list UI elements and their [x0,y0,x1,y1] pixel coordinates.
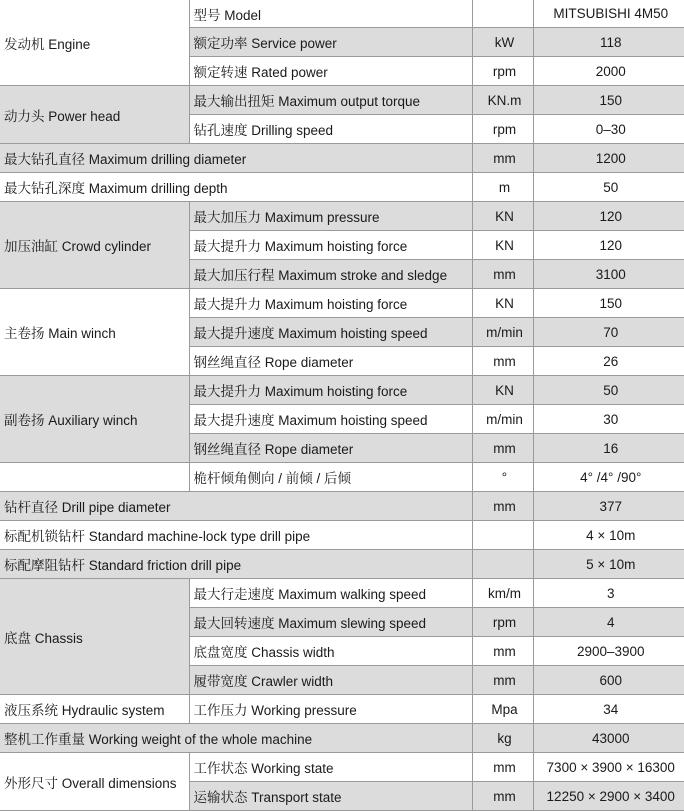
table-row [0,550,684,579]
value-cell: 5 × 10m [533,550,684,579]
parameter-cell: 钢丝绳直径 Rope diameter [189,347,472,376]
parameter-cell: 额定功率 Service power [189,28,472,57]
value-cell: 150 [533,86,684,115]
category-cell: 副卷扬 Auxiliary winch [0,376,189,463]
parameter-cell: 钻孔速度 Drilling speed [189,115,472,144]
value-cell: 3 [533,579,684,608]
value-cell: 118 [533,28,684,57]
value-cell: 377 [533,492,684,521]
value-cell: 2000 [533,57,684,86]
unit-cell: KN [472,376,533,405]
unit-cell: rpm [472,608,533,637]
value-cell: 120 [533,231,684,260]
parameter-cell: 最大提升力 Maximum hoisting force [189,376,472,405]
value-cell: 2900–3900 [533,637,684,666]
parameter-cell: 最大提升速度 Maximum hoisting speed [189,405,472,434]
table-row [0,579,684,608]
unit-cell: mm [472,782,533,811]
unit-cell: mm [472,347,533,376]
parameter-cell: 标配摩阻钻杆 Standard friction drill pipe [0,550,472,579]
unit-cell: m/min [472,405,533,434]
table-row [0,173,684,202]
unit-cell: rpm [472,115,533,144]
parameter-cell: 最大提升力 Maximum hoisting force [189,289,472,318]
value-cell: 50 [533,376,684,405]
value-cell: 43000 [533,724,684,753]
parameter-cell: 工作状态 Working state [189,753,472,782]
value-cell: 3100 [533,260,684,289]
unit-cell: mm [472,434,533,463]
table-row [0,144,684,173]
unit-cell: mm [472,666,533,695]
value-cell: 50 [533,173,684,202]
unit-cell [472,0,533,28]
unit-cell: mm [472,144,533,173]
table-row [0,492,684,521]
value-cell: 26 [533,347,684,376]
parameter-cell: 桅杆倾角侧向 / 前倾 / 后倾 [189,463,472,492]
table-row [0,521,684,550]
value-cell: 70 [533,318,684,347]
unit-cell: KN [472,231,533,260]
table-row [0,376,684,405]
value-cell: 4 × 10m [533,521,684,550]
parameter-cell: 最大提升力 Maximum hoisting force [189,231,472,260]
parameter-cell: 钢丝绳直径 Rope diameter [189,434,472,463]
value-cell: 4° /4° /90° [533,463,684,492]
table-row [0,463,684,492]
category-cell [0,463,189,492]
value-cell: 12250 × 2900 × 3400 [533,782,684,811]
parameter-cell: 底盘宽度 Chassis width [189,637,472,666]
value-cell: 30 [533,405,684,434]
unit-cell: mm [472,260,533,289]
parameter-cell: 运输状态 Transport state [189,782,472,811]
unit-cell: mm [472,637,533,666]
unit-cell: m [472,173,533,202]
unit-cell: mm [472,753,533,782]
parameter-cell: 最大行走速度 Maximum walking speed [189,579,472,608]
table-row [0,86,684,115]
table-row [0,695,684,724]
unit-cell: kW [472,28,533,57]
parameter-cell: 最大加压行程 Maximum stroke and sledge [189,260,472,289]
parameter-cell: 最大加压力 Maximum pressure [189,202,472,231]
parameter-cell: 最大钻孔深度 Maximum drilling depth [0,173,472,202]
parameter-cell: 标配机锁钻杆 Standard machine-lock type drill pipe [0,521,472,550]
table-row [0,289,684,318]
parameter-cell: 整机工作重量 Working weight of the whole machine [0,724,472,753]
value-cell: 120 [533,202,684,231]
category-cell: 发动机 Engine [0,0,189,86]
table-row [0,753,684,782]
value-cell: 150 [533,289,684,318]
unit-cell: KN [472,202,533,231]
parameter-cell: 最大提升速度 Maximum hoisting speed [189,318,472,347]
parameter-cell: 型号 Model [189,0,472,28]
table-row [0,0,684,28]
parameter-cell: 钻杆直径 Drill pipe diameter [0,492,472,521]
value-cell: MITSUBISHI 4M50 [533,0,684,28]
value-cell: 16 [533,434,684,463]
table-row [0,724,684,753]
category-cell: 底盘 Chassis [0,579,189,695]
parameter-cell: 最大回转速度 Maximum slewing speed [189,608,472,637]
parameter-cell: 额定转速 Rated power [189,57,472,86]
parameter-cell: 最大输出扭矩 Maximum output torque [189,86,472,115]
unit-cell: kg [472,724,533,753]
category-cell: 液压系统 Hydraulic system [0,695,189,724]
category-cell: 主卷扬 Main winch [0,289,189,376]
unit-cell: rpm [472,57,533,86]
unit-cell: KN [472,289,533,318]
category-cell: 外形尺寸 Overall dimensions [0,753,189,811]
unit-cell: KN.m [472,86,533,115]
table-row [0,202,684,231]
value-cell: 34 [533,695,684,724]
parameter-cell: 最大钻孔直径 Maximum drilling diameter [0,144,472,173]
value-cell: 7300 × 3900 × 16300 [533,753,684,782]
value-cell: 4 [533,608,684,637]
unit-cell: m/min [472,318,533,347]
unit-cell: Mpa [472,695,533,724]
category-cell: 加压油缸 Crowd cylinder [0,202,189,289]
value-cell: 0–30 [533,115,684,144]
parameter-cell: 履带宽度 Crawler width [189,666,472,695]
value-cell: 1200 [533,144,684,173]
unit-cell [472,550,533,579]
category-cell: 动力头 Power head [0,86,189,144]
value-cell: 600 [533,666,684,695]
unit-cell: mm [472,492,533,521]
parameter-cell: 工作压力 Working pressure [189,695,472,724]
unit-cell [472,521,533,550]
unit-cell: ° [472,463,533,492]
unit-cell: km/m [472,579,533,608]
